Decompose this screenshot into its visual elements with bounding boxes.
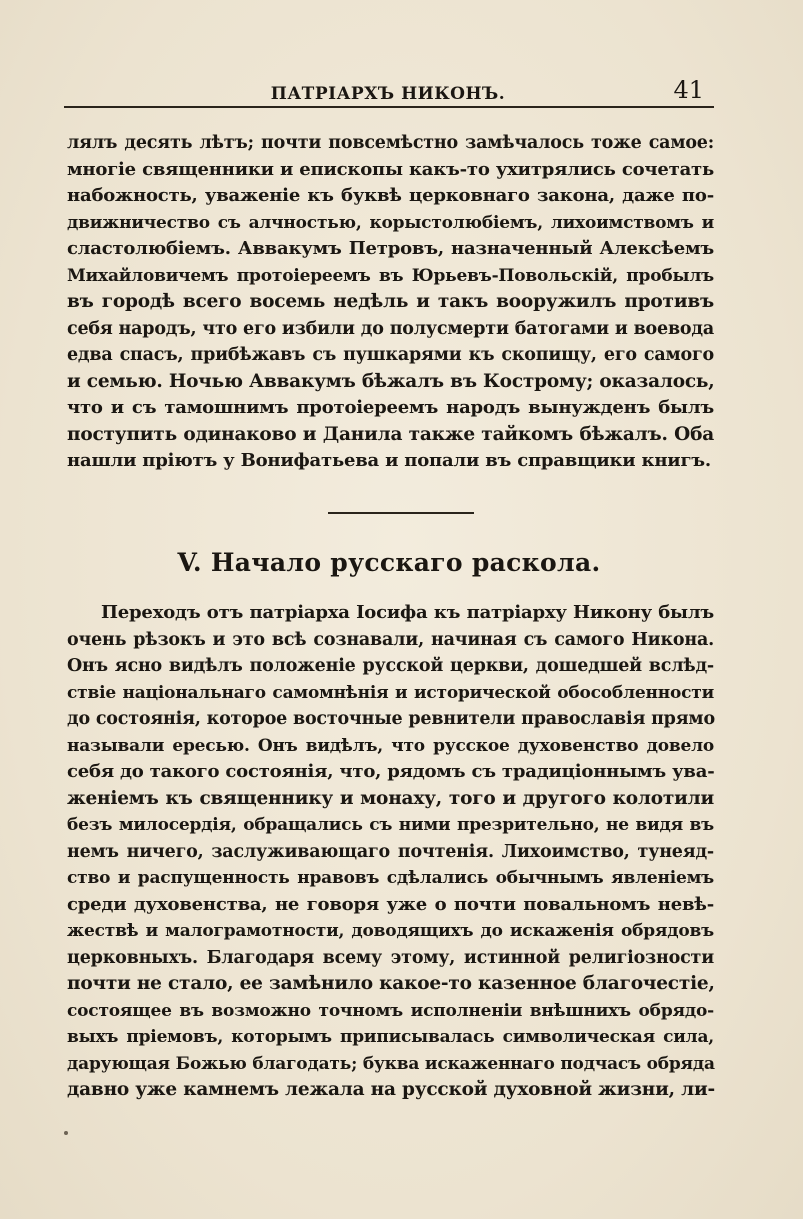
text-line: набожность, уваженіе къ буквѣ церковнаго закона, даже по- xyxy=(67,185,714,206)
text-line: ство и распущенность нравовъ сдѣлались обычнымъ явленіемъ xyxy=(67,868,714,888)
section-divider xyxy=(328,512,474,514)
text-line: безъ милосердія, обращались съ ними презрительно, не видя въ xyxy=(67,815,714,835)
text-line: очень рѣзокъ и это всѣ сознавали, начиная съ самого Никона. xyxy=(67,629,714,650)
text-line: состоящее въ возможно точномъ исполненіи внѣшнихъ обрядо- xyxy=(67,1000,714,1021)
text-line: сластолюбіемъ. Аввакумъ Петровъ, назначенный Алексѣемъ xyxy=(67,238,714,259)
text-line: себя народъ, что его избили до полусмерти батогами и воевода xyxy=(67,318,714,339)
ink-speck xyxy=(64,1131,68,1135)
text-line: немъ ничего, заслуживающаго почтенія. Лихоимство, тунеяд- xyxy=(67,841,714,862)
section-heading: V. Начало русскаго раскола. xyxy=(177,548,601,577)
running-title: ПАТРІАРХЪ НИКОНЪ. xyxy=(270,84,506,104)
text-line: дарующая Божью благодать; буква искаженнаго подчасъ обряда xyxy=(67,1053,715,1074)
text-line: почти не стало, ее замѣнило какое-то казенное благочестіе, xyxy=(67,973,715,994)
text-line: Михайловичемъ протоіереемъ въ Юрьевъ-Повольскій, пробылъ xyxy=(67,265,714,286)
text-line: среди духовенства, не говоря уже о почти повальномъ невѣ- xyxy=(67,893,714,915)
text-line: давно уже камнемъ лежала на русской духовной жизни, ли- xyxy=(67,1079,715,1100)
text-line: жествѣ и малограмотности, доводящихъ до искаженія обрядовъ xyxy=(67,921,714,941)
text-line: до состоянія, которое восточные ревнители православія прямо xyxy=(67,709,715,729)
text-line: церковныхъ. Благодаря всему этому, истинной религіозности xyxy=(67,947,714,968)
text-line: поступить одинаково и Данила также тайкомъ бѣжалъ. Оба xyxy=(67,423,714,445)
text-line: движничество съ алчностью, корыстолюбіемъ, лихоимствомъ и xyxy=(67,212,714,233)
text-line: что и съ тамошнимъ протоіереемъ народъ вынужденъ былъ xyxy=(67,397,714,418)
text-line: выхъ пріемовъ, которымъ приписывалась символическая сила, xyxy=(67,1027,714,1047)
text-line: нашли пріютъ у Вонифатьева и попали въ справщики книгъ. xyxy=(67,450,711,471)
header-rule xyxy=(64,106,714,108)
text-line: Переходъ отъ патріарха Іосифа къ патріарху Никону былъ xyxy=(101,602,714,623)
text-line: Онъ ясно видѣлъ положеніе русской церкви, дошедшей вслѣд- xyxy=(67,656,714,676)
text-line: женіемъ къ священнику и монаху, того и другого колотили xyxy=(67,787,714,809)
text-line: многіе священники и епископы какъ-то ухитрялись сочетать xyxy=(67,158,714,180)
page-number: 41 xyxy=(673,76,704,104)
paragraph-2 xyxy=(67,600,714,1104)
text-line: въ городѣ всего восемь недѣль и такъ вооружилъ противъ xyxy=(67,291,714,312)
paragraph-1 xyxy=(67,130,714,475)
text-line: едва спасъ, прибѣжавъ съ пушкарями къ скопищу, его самого xyxy=(67,345,714,365)
text-line: называли ересью. Онъ видѣлъ, что русское духовенство довело xyxy=(67,735,714,756)
running-header xyxy=(64,76,712,106)
text-line: себя до такого состоянія, что, рядомъ съ традиціоннымъ ува- xyxy=(67,761,715,782)
text-line: лялъ десять лѣтъ; почти повсемѣстно замѣчалось тоже самое: xyxy=(67,133,714,153)
text-line: ствіе національнаго самомнѣнія и исторической обособленности xyxy=(67,682,714,703)
text-line: и семью. Ночью Аввакумъ бѣжалъ въ Кострому; оказалось, xyxy=(67,370,715,392)
